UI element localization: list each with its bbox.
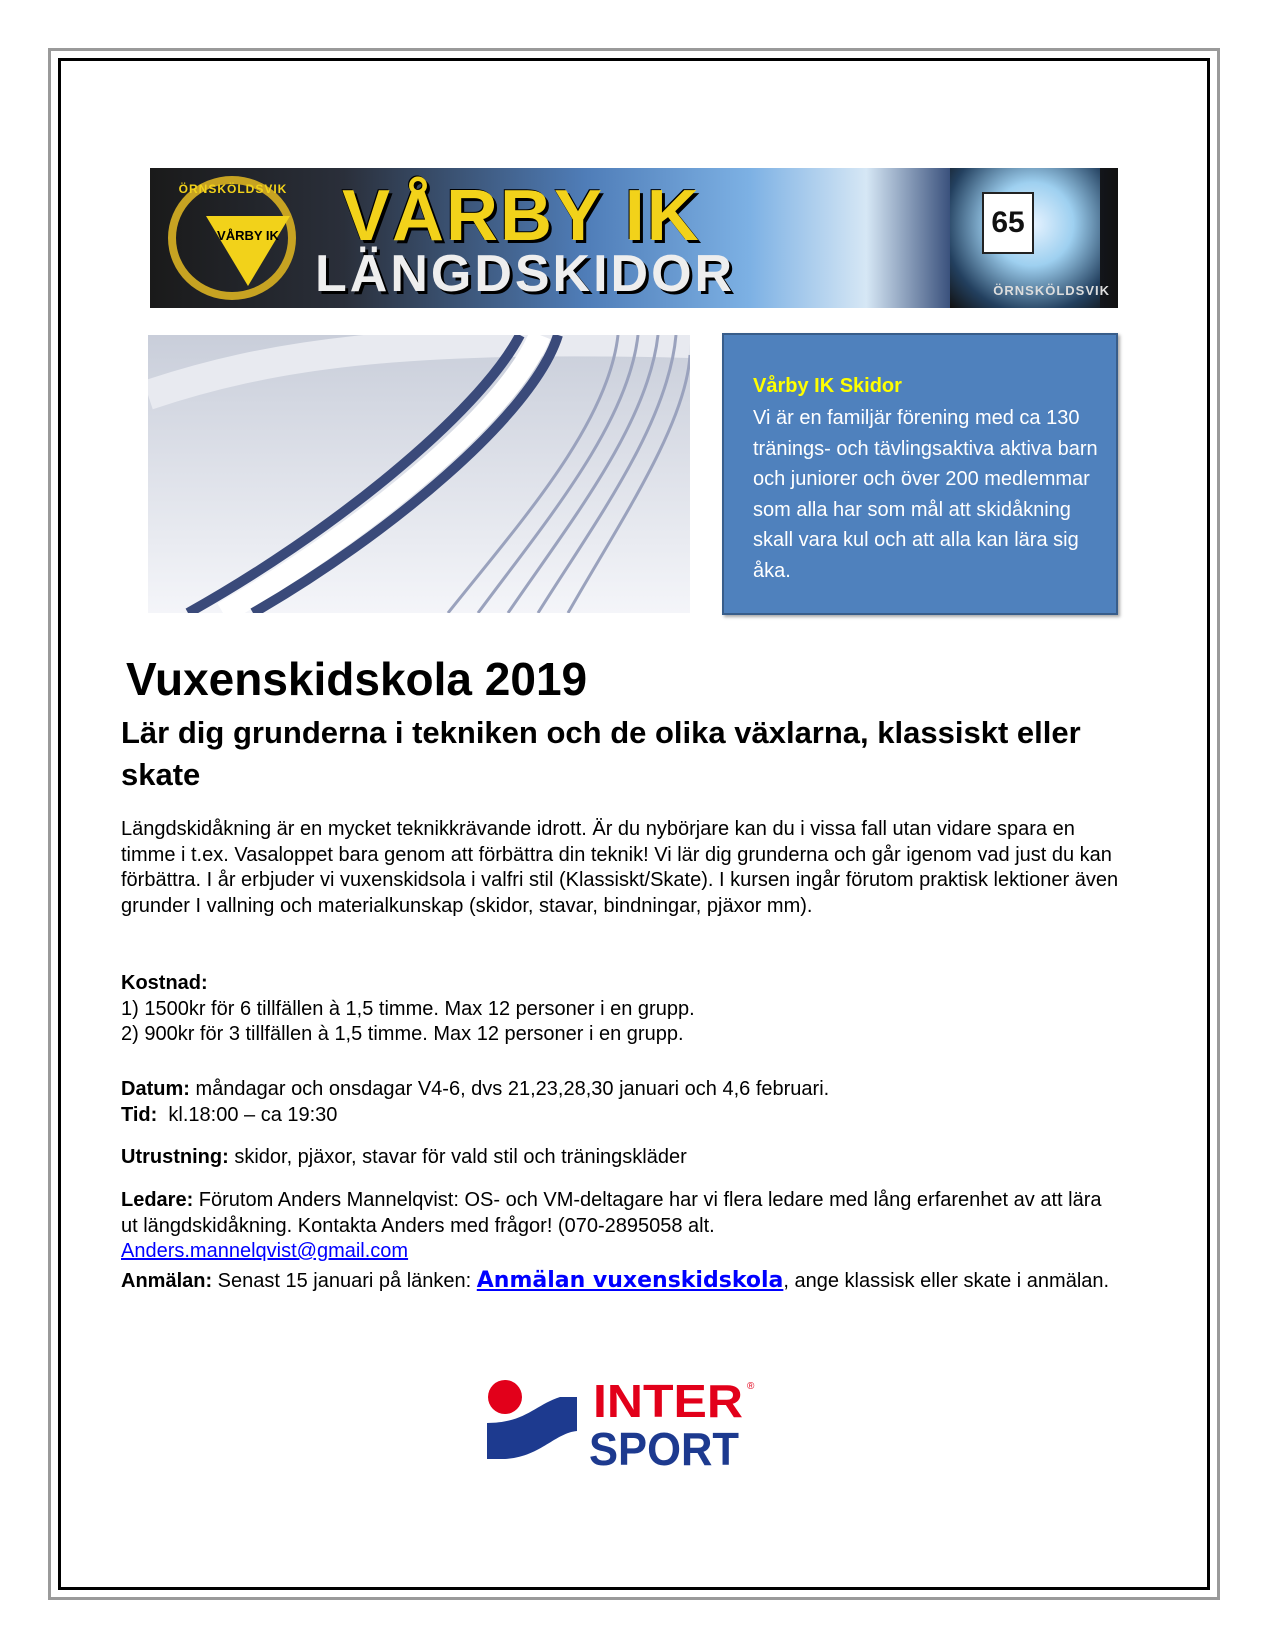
leaders-section	[121, 1188, 1121, 1265]
date-value: måndagar och onsdagar V4-6, dvs 21,23,28,30 januari och 4,6 februari.	[189, 1078, 830, 1100]
equipment-label: Utrustning:	[121, 1146, 229, 1168]
cost-section	[121, 971, 1121, 1048]
banner-title-line1: VÅRBY IK	[342, 176, 701, 256]
ski-track-photo	[148, 335, 690, 613]
ski-track-illustration	[148, 335, 690, 613]
club-info-box	[722, 333, 1118, 615]
time-label: Tid:	[121, 1103, 158, 1126]
date-label: Datum:	[121, 1078, 190, 1100]
badge-arc-text: ÖRNSKÖLDSVIK	[178, 182, 288, 196]
bib-number: 65	[982, 192, 1034, 254]
time-line	[121, 1103, 1121, 1129]
registration-section	[121, 1266, 1121, 1296]
registration-text-after: , ange klassisk eller skate i anmälan.	[783, 1270, 1110, 1292]
date-line	[121, 1077, 1121, 1103]
registration-link[interactable]: Anmälan vuxenskidskola	[476, 1268, 784, 1293]
banner-town: ÖRNSKÖLDSVIK	[993, 283, 1110, 298]
intersport-logo-line1: INTER	[593, 1375, 743, 1427]
intersport-logo-line2: SPORT	[589, 1423, 739, 1475]
equipment-value: skidor, pjäxor, stavar för vald stil och träningskläder	[228, 1146, 687, 1168]
infobox-title: Vårby IK Skidor	[753, 375, 902, 397]
leader-email-link[interactable]: Anders.mannelqvist@gmail.com	[121, 1240, 409, 1262]
cost-label: Kostnad:	[121, 972, 208, 994]
cost-option-2: 2) 900kr för 3 tillfällen à 1,5 timme. Max 12 personer i en grupp.	[121, 1023, 684, 1045]
badge-shield-text: VÅRBY IK	[217, 228, 279, 243]
registration-text-before: Senast 15 januari på länken:	[212, 1270, 477, 1292]
banner-title-line2: LÄNGDSKIDOR	[315, 245, 736, 303]
schedule-section	[121, 1077, 1121, 1128]
intersport-logo-registered-mark: ®	[747, 1381, 755, 1392]
intersport-logo	[485, 1375, 765, 1475]
page-subtitle: Lär dig grunderna i tekniken och de olika växlarna, klassiskt eller skate	[121, 715, 1081, 792]
club-banner	[150, 168, 1118, 308]
cost-option-1: 1) 1500kr för 6 tillfällen à 1,5 timme. Max 12 personer i en grupp.	[121, 997, 695, 1020]
club-badge-shield	[206, 216, 290, 286]
registration-label: Anmälan:	[121, 1270, 213, 1292]
infobox-body: Vi är en familjär förening med ca 130 tränings- och tävlingsaktiva aktiva barn och juniorer och över 200 medlemmar som alla har som mål att skidåkning skall vara kul och att alla kan lära sig åka.	[753, 407, 1098, 582]
time-value: kl.18:00 – ca 19:30	[157, 1103, 338, 1126]
equipment-line	[121, 1145, 1121, 1171]
leaders-text: Förutom Anders Mannelqvist: OS- och VM-deltagare har vi flera ledare med lång erfarenhet av att lära ut längdskidåkning. Kontakta Anders med frågor! (070-2895058 alt.	[121, 1189, 1102, 1237]
page-title: Vuxenskidskola 2019	[126, 653, 588, 705]
leaders-label: Ledare:	[121, 1189, 194, 1211]
intro-paragraph: Längdskidåkning är en mycket teknikkrävande idrott. Är du nybörjare kan du i vissa fall utan vidare spara en timme i t.ex. Vasaloppet bara genom att förbättra din teknik! Vi lär dig grunderna och går igenom vad just du kan förbättra. I år erbjuder vi vuxenskidsola i valfri stil (Klassiskt/Skate). I kursen ingår förutom praktisk lektioner även grunder I vallning och materialkunskap (skidor, stavar, bindningar, pjäxor mm).	[121, 818, 1119, 917]
